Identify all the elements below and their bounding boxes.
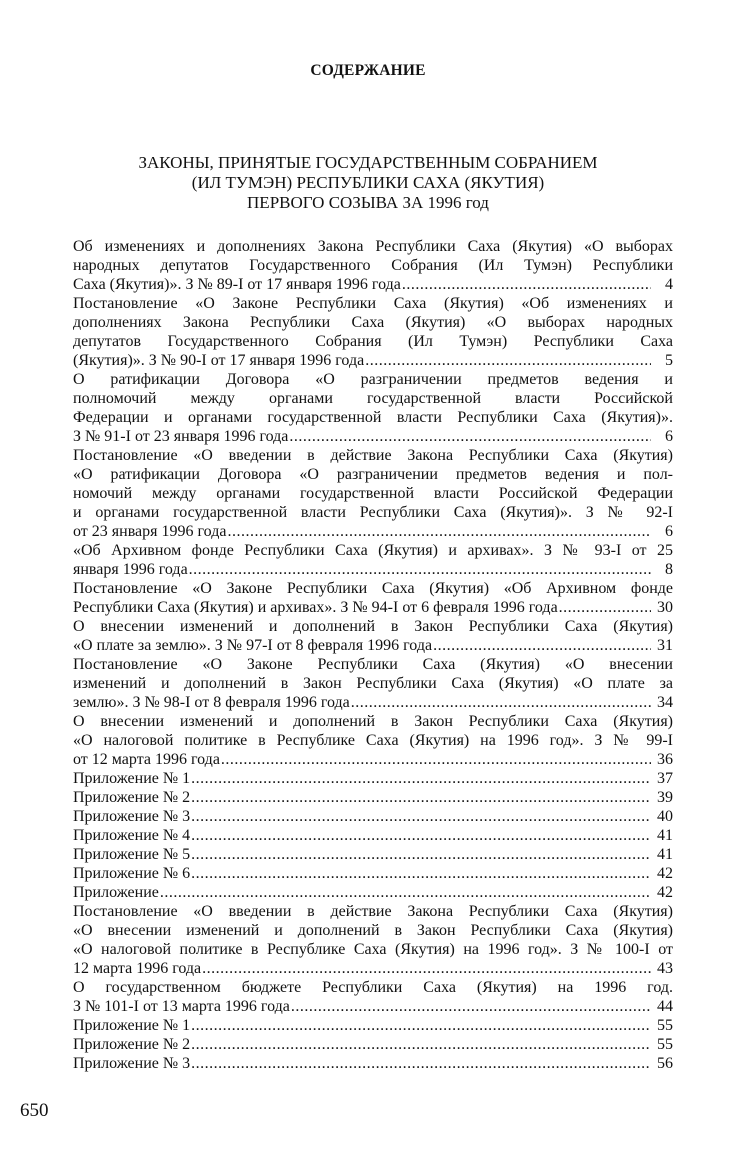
toc-entry-last-line	[73, 788, 673, 807]
toc-entry-last-line	[73, 598, 673, 617]
dot-leader	[160, 883, 651, 902]
toc-entry-last-line	[73, 959, 673, 978]
toc-entry-text-line: «О налоговой политике в Республике Саха (Якутия) на 1996 год». З № 99-I	[73, 732, 673, 749]
toc-entry-last-line	[73, 826, 673, 845]
toc-entry-text-line: Приложение	[73, 884, 159, 901]
toc-entry-page-number: 55	[657, 1017, 673, 1034]
toc-entry-last-line	[73, 1035, 673, 1054]
toc-entry-text-line: Приложение № 6	[73, 865, 191, 882]
toc-entry-last-line	[73, 883, 673, 902]
toc-entry-text-line: Республики Саха (Якутия) и архивах». З № 94-I от 6 февраля 1996 года	[73, 599, 558, 616]
toc-entry-text-line: Постановление «О Законе Республики Саха (Якутия) «О внесении	[73, 656, 673, 673]
dot-leader	[191, 1054, 651, 1073]
toc-entry-text-line: народных депутатов Государственного Собрания (Ил Тумэн) Республики	[73, 257, 673, 274]
toc-entry-text-line: от 12 марта 1996 года	[73, 751, 220, 768]
toc-entry-page-number: 39	[657, 789, 673, 806]
toc-entry-text-line: Приложение № 3	[73, 808, 191, 825]
dot-leader	[351, 693, 651, 712]
toc-entry-text-line: 12 марта 1996 года	[73, 960, 202, 977]
toc-entry-last-line	[73, 522, 673, 541]
toc-entry-last-line	[73, 275, 673, 294]
toc-entry-last-line	[73, 560, 673, 579]
toc-entry[interactable]	[73, 617, 673, 655]
dot-leader	[191, 1035, 651, 1054]
section-title	[0, 153, 736, 213]
toc-entry-page-number: 42	[657, 884, 673, 901]
toc-entry-text-line: «О налоговой политике в Республике Саха (Якутия) на 1996 год». З № 100-I от	[73, 941, 673, 958]
toc-entry-page-number: 37	[657, 770, 673, 787]
toc-entry-last-line	[73, 636, 673, 655]
page-number: 650	[20, 1100, 49, 1121]
dot-leader	[365, 351, 651, 370]
dot-leader	[191, 769, 651, 788]
toc-entry-page-number: 41	[657, 827, 673, 844]
toc-entry[interactable]	[73, 541, 673, 579]
toc-entry-text-line: Приложение № 2	[73, 789, 191, 806]
toc-entry-text-line: Приложение № 5	[73, 846, 191, 863]
toc-entry[interactable]	[73, 446, 673, 541]
dot-leader	[291, 997, 651, 1016]
toc-entry-text-line: Постановление «О введении в действие Закона Республики Саха (Якутия)	[73, 903, 673, 920]
toc-entry-page-number: 6	[665, 523, 673, 540]
toc-entry-text-line: Федерации и органами государственной власти Республики Саха (Якутия)».	[73, 409, 673, 426]
toc-entry[interactable]	[73, 864, 673, 883]
toc-entry[interactable]	[73, 788, 673, 807]
toc-entry-page-number: 36	[657, 751, 673, 768]
toc-entry-page-number: 44	[657, 998, 673, 1015]
dot-leader	[191, 864, 651, 883]
toc-entry-text-line: Приложение № 2	[73, 1036, 191, 1053]
toc-entry-page-number: 56	[657, 1055, 673, 1072]
dot-leader	[227, 522, 651, 541]
dot-leader	[191, 1016, 651, 1035]
toc-entry-text-line: депутатов Государственного Собрания (Ил Тумэн) Республики Саха	[73, 333, 673, 350]
dot-leader	[191, 845, 651, 864]
toc-entry-text-line: изменений и дополнений в Закон Республики Саха (Якутия) «О плате за	[73, 675, 673, 692]
toc-entry[interactable]	[73, 807, 673, 826]
toc-entry-last-line	[73, 1054, 673, 1073]
toc-entry-page-number: 4	[665, 276, 673, 293]
toc-entry[interactable]	[73, 902, 673, 978]
toc-entry-text-line: Приложение № 1	[73, 1017, 191, 1034]
toc-entry-text-line: и органами государственной власти Республики Саха (Якутия)». З № 92-I	[73, 504, 673, 521]
toc-entry-last-line	[73, 427, 673, 446]
toc-entry[interactable]	[73, 655, 673, 712]
toc-entry-last-line	[73, 693, 673, 712]
toc-entry[interactable]	[73, 769, 673, 788]
toc-entry-text-line: «О плате за землю». З № 97-I от 8 февраля 1996 года	[73, 637, 433, 654]
dot-leader	[202, 959, 651, 978]
dot-leader	[191, 788, 651, 807]
toc-entry-text-line: З № 101-I от 13 марта 1996 года	[73, 998, 290, 1015]
section-title-line-1: ЗАКОНЫ, ПРИНЯТЫЕ ГОСУДАРСТВЕННЫМ СОБРАНИЕМ	[138, 153, 598, 172]
dot-leader	[221, 750, 651, 769]
dot-leader	[402, 275, 651, 294]
toc-entry-text-line: номочий между органами государственной власти Российской Федерации	[73, 485, 673, 502]
toc-entry-text-line: Об изменениях и дополнениях Закона Республики Саха (Якутия) «О выборах	[73, 238, 673, 255]
toc-entry[interactable]	[73, 1054, 673, 1073]
section-title-line-3: ПЕРВОГО СОЗЫВА ЗА 1996 год	[247, 193, 489, 212]
toc-entry-last-line	[73, 864, 673, 883]
toc-entry[interactable]	[73, 370, 673, 446]
section-title-line-2: (ИЛ ТУМЭН) РЕСПУБЛИКИ САХА (ЯКУТИЯ)	[191, 173, 545, 192]
toc-entry[interactable]	[73, 1035, 673, 1054]
toc-entry-text-line: Постановление «О введении в действие Закона Республики Саха (Якутия)	[73, 447, 673, 464]
toc-entry[interactable]	[73, 883, 673, 902]
toc-entry-last-line	[73, 750, 673, 769]
contents-heading: СОДЕРЖАНИЕ	[310, 62, 426, 79]
toc-entry-last-line	[73, 769, 673, 788]
toc-entry-page-number: 6	[665, 428, 673, 445]
toc-entry[interactable]	[73, 1016, 673, 1035]
toc-entry-page-number: 34	[657, 694, 673, 711]
toc-entry-text-line: полномочий между органами государственной власти Российской	[73, 390, 673, 407]
table-of-contents	[73, 237, 673, 1073]
toc-entry-text-line: дополнениях Закона Республики Саха (Якутия) «О выборах народных	[73, 314, 673, 331]
toc-entry-page-number: 40	[657, 808, 673, 825]
toc-entry-page-number: 31	[657, 637, 673, 654]
toc-entry-page-number: 30	[657, 599, 673, 616]
dot-leader	[559, 598, 651, 617]
toc-entry-text-line: «О ратификации Договора «О разграничении предметов ведения и пол-	[73, 466, 673, 483]
toc-entry-last-line	[73, 845, 673, 864]
toc-entry[interactable]	[73, 579, 673, 617]
toc-entry-text-line: О внесении изменений и дополнений в Закон Республики Саха (Якутия)	[73, 713, 673, 730]
toc-entry-text-line: землю». З № 98-I от 8 февраля 1996 года	[73, 694, 350, 711]
toc-entry-page-number: 42	[657, 865, 673, 882]
toc-entry[interactable]	[73, 294, 673, 370]
toc-entry-last-line	[73, 351, 673, 370]
toc-entry[interactable]	[73, 845, 673, 864]
toc-entry-page-number: 43	[657, 960, 673, 977]
toc-entry-text-line: Приложение № 1	[73, 770, 191, 787]
toc-entry-text-line: О внесении изменений и дополнений в Закон Республики Саха (Якутия)	[73, 618, 673, 635]
dot-leader	[289, 427, 651, 446]
toc-entry-last-line	[73, 1016, 673, 1035]
toc-entry[interactable]	[73, 978, 673, 1016]
toc-entry[interactable]	[73, 237, 673, 294]
dot-leader	[191, 807, 651, 826]
toc-entry[interactable]	[73, 712, 673, 769]
toc-entry-text-line: Приложение № 3	[73, 1055, 191, 1072]
toc-entry-text-line: Постановление «О Законе Республики Саха (Якутия) «Об Архивном фонде	[73, 580, 673, 597]
toc-entry-text-line: от 23 января 1996 года	[73, 523, 227, 540]
toc-entry-text-line: О ратификации Договора «О разграничении предметов ведения и	[73, 371, 673, 388]
toc-entry[interactable]	[73, 826, 673, 845]
toc-entry-last-line	[73, 997, 673, 1016]
toc-entry-last-line	[73, 807, 673, 826]
toc-entry-text-line: «Об Архивном фонде Республики Саха (Якутия) и архивах». З № 93-I от 25	[73, 542, 673, 559]
toc-entry-text-line: О государственном бюджете Республики Саха (Якутия) на 1996 год.	[73, 979, 673, 996]
toc-entry-page-number: 8	[665, 561, 673, 578]
toc-entry-text-line: января 1996 года	[73, 561, 188, 578]
dot-leader	[191, 826, 651, 845]
toc-entry-page-number: 41	[657, 846, 673, 863]
toc-entry-page-number: 5	[665, 352, 673, 369]
toc-entry-text-line: «О внесении изменений и дополнений в Закон Республики Саха (Якутия)	[73, 922, 673, 939]
toc-entry-text-line: Саха (Якутия)». З № 89-I от 17 января 1996 года	[73, 276, 401, 293]
toc-entry-text-line: Приложение № 4	[73, 827, 191, 844]
toc-entry-text-line: (Якутия)». З № 90-I от 17 января 1996 года	[73, 352, 365, 369]
toc-entry-page-number: 55	[657, 1036, 673, 1053]
dot-leader	[189, 560, 651, 579]
toc-entry-text-line: З № 91-I от 23 января 1996 года	[73, 428, 289, 445]
toc-entry-text-line: Постановление «О Законе Республики Саха (Якутия) «Об изменениях и	[73, 295, 673, 312]
dot-leader	[433, 636, 651, 655]
